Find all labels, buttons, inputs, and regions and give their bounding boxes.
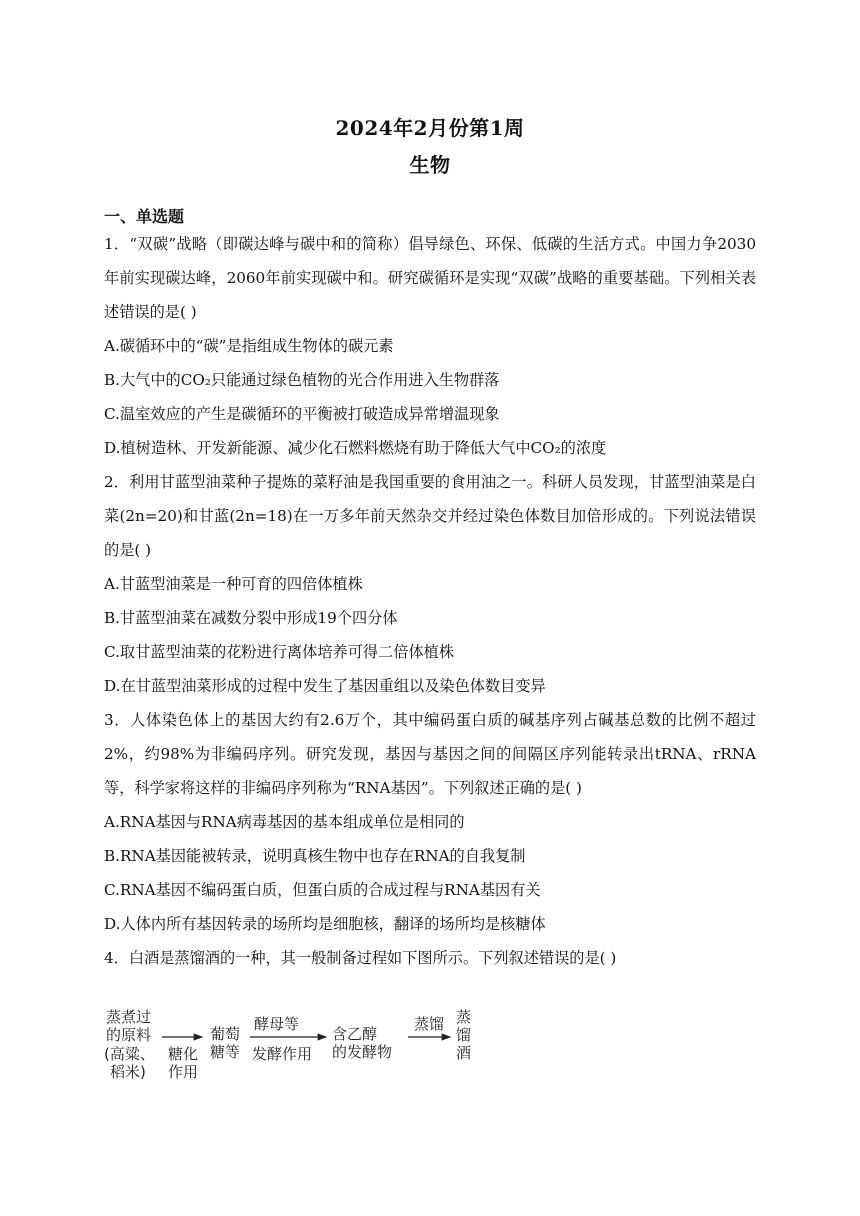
option-d: D.人体内所有基因转录的场所均是细胞核，翻译的场所均是核糖体 — [104, 915, 546, 933]
option-b: B.RNA基因能被转录，说明真核生物中也存在RNA的自我复制 — [104, 847, 526, 865]
node-glucose-line2: 糖等 — [210, 1043, 241, 1061]
arrow1-label-line2: 作用 — [168, 1063, 199, 1081]
subject-title: 生物 — [409, 153, 451, 177]
question-2 — [104, 465, 756, 703]
question-4 — [104, 941, 756, 975]
question-1 — [104, 227, 756, 465]
question-stem: 4．白酒是蒸馏酒的一种，其一般制备过程如下图所示。下列叙述错误的是( ) — [104, 949, 617, 967]
option-b: B.大气中的CO₂只能通过绿色植物的光合作用进入生物群落 — [104, 371, 500, 389]
section-heading: 一、单选题 — [104, 207, 185, 226]
node-ethanol-line2: 的发酵物 — [332, 1043, 393, 1061]
node-liquor-line3: 酒 — [456, 1044, 472, 1062]
question-stem: 1．“双碳”战略（即碳达峰与碳中和的简称）倡导绿色、环保、低碳的生活方式。中国力争2030年前实现碳达峰，2060年前实现碳中和。研究碳循环是实现“双碳”战略的重要基础。下列相关表述错误的是( ) — [104, 235, 756, 321]
node-liquor-line1: 蒸 — [456, 1008, 472, 1026]
node-ethanol-line1: 含乙醇 — [332, 1025, 378, 1043]
option-d: D.在甘蓝型油菜形成的过程中发生了基因重组以及染色体数目变异 — [104, 677, 546, 695]
process-flow-diagram — [104, 1008, 484, 1088]
question-stem: 2．利用甘蓝型油菜种子提炼的菜籽油是我国重要的食用油之一。科研人员发现，甘蓝型油菜是白菜(2n=20)和甘蓝(2n=18)在一万多年前天然杂交并经过染色体数目加倍形成的。下列说法错误的是( ) — [104, 473, 756, 559]
node-raw-material-line1: 蒸煮过 — [106, 1008, 152, 1026]
arrow2-label-above: 酵母等 — [254, 1015, 300, 1033]
question-list — [104, 227, 756, 975]
option-a: A.RNA基因与RNA病毒基因的基本组成单位是相同的 — [104, 813, 465, 831]
option-d: D.植树造林、开发新能源、减少化石燃料燃烧有助于降低大气中CO₂的浓度 — [104, 439, 607, 457]
arrow2-label-below: 发酵作用 — [252, 1045, 313, 1063]
option-c: C.RNA基因不编码蛋白质，但蛋白质的合成过程与RNA基因有关 — [104, 881, 541, 899]
arrow1-label-line1: 糖化 — [168, 1045, 199, 1063]
option-a: A.碳循环中的“碳”是指组成生物体的碳元素 — [104, 337, 394, 355]
node-liquor-line2: 馏 — [456, 1026, 472, 1044]
option-c: C.取甘蓝型油菜的花粉进行离体培养可得二倍体植株 — [104, 643, 455, 661]
node-raw-material-line3: (高粱、 — [104, 1045, 155, 1063]
node-glucose-line1: 葡萄 — [210, 1025, 241, 1043]
node-raw-material-line2: 的原料 — [106, 1026, 152, 1044]
arrow3-label-above: 蒸馏 — [414, 1015, 445, 1033]
question-stem: 3．人体染色体上的基因大约有2.6万个，其中编码蛋白质的碱基序列占碱基总数的比例不超过2%，约98%为非编码序列。研究发现，基因与基因之间的间隔区序列能转录出tRNA、rRNA等，科学家将这样的非编码序列称为“RNA基因”。下列叙述正确的是( ) — [104, 711, 756, 797]
option-c: C.温室效应的产生是碳循环的平衡被打破造成异常增温现象 — [104, 405, 500, 423]
option-b: B.甘蓝型油菜在减数分裂中形成19个四分体 — [104, 609, 398, 627]
page-title: 2024年2月份第1周 — [335, 116, 525, 140]
question-3 — [104, 703, 756, 941]
option-a: A.甘蓝型油菜是一种可育的四倍体植株 — [104, 575, 363, 593]
node-raw-material-line4: 稻米) — [110, 1063, 146, 1081]
